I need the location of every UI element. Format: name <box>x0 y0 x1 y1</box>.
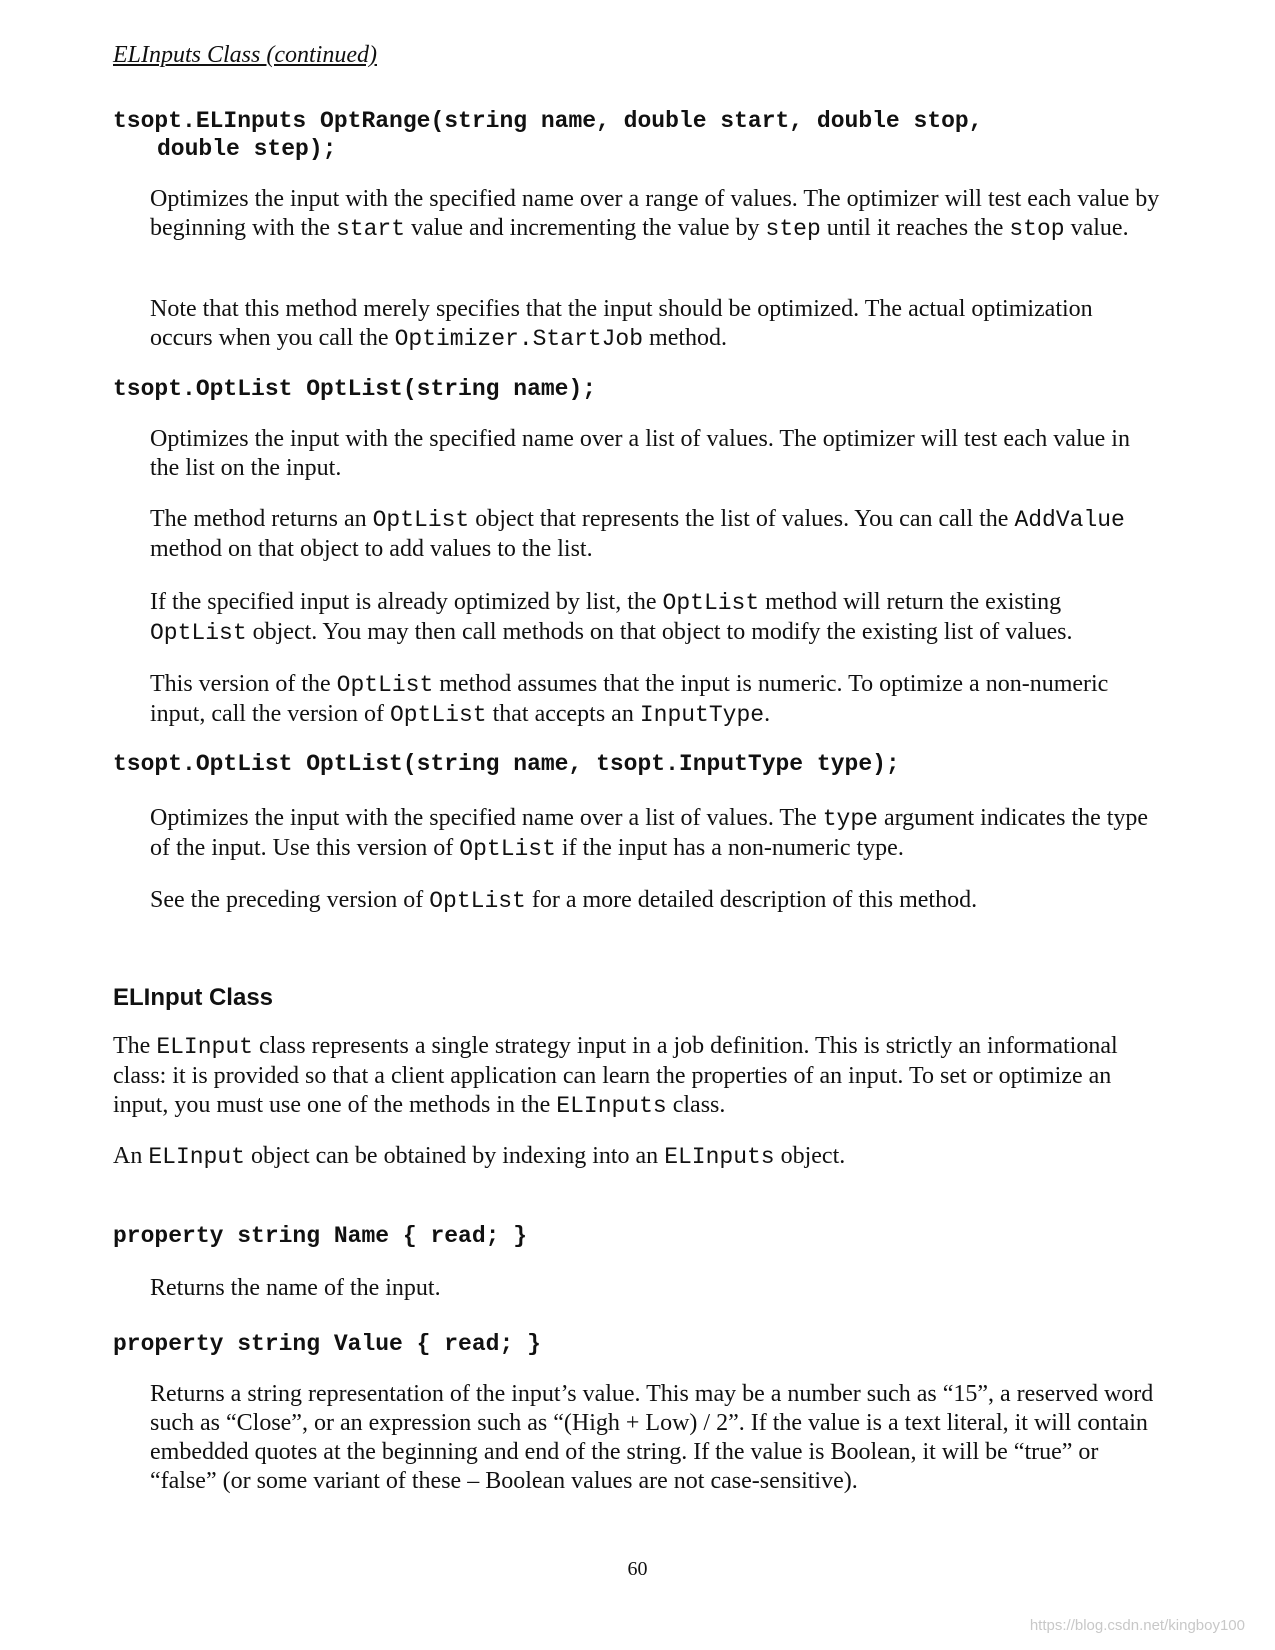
text-run: object. You may then call methods on that object to modify the existing list of values. <box>246 619 1073 645</box>
optlist-paragraph-2 <box>150 505 1160 564</box>
inline-code: ELInput <box>148 1144 245 1170</box>
text-run: that accepts an <box>486 701 640 727</box>
inline-code: type <box>822 806 878 832</box>
inline-code: ELInput <box>156 1034 253 1060</box>
inline-code: OptList <box>662 590 760 616</box>
text-run: method will return the existing <box>759 589 1062 615</box>
text-run: Optimizes the input with the specified name over a list of values. The <box>150 805 823 831</box>
text-run: object. <box>774 1143 846 1169</box>
inline-code: ELInputs <box>664 1144 775 1170</box>
inline-code: OptList <box>389 702 487 728</box>
inline-code: OptList <box>150 620 247 646</box>
inline-code: OptList <box>372 507 470 533</box>
text-run: If the specified input is already optimized by list, the <box>150 589 663 615</box>
name-property-signature: property string Name { read; } <box>113 1223 528 1249</box>
inline-code: InputType <box>639 702 765 728</box>
text-run: See the preceding version of <box>150 887 430 913</box>
text-run: method. <box>643 325 728 351</box>
name-property-description: Returns the name of the input. <box>150 1275 441 1301</box>
text-run: if the input has a non-numeric type. <box>555 835 904 861</box>
optlist-paragraph-3 <box>150 588 1160 648</box>
optlist-typed-paragraph-2 <box>150 886 1160 916</box>
text-run: object can be obtained by indexing into an <box>244 1143 665 1169</box>
inline-code: step <box>765 216 821 242</box>
text-run: for a more detailed description of this method. <box>525 887 978 913</box>
text-run: Note that this method merely specifies that the input should be optimized. The actual optimization occurs when you call the <box>150 296 1093 351</box>
inline-code: stop <box>1009 216 1065 242</box>
inline-code: OptList <box>459 836 556 862</box>
inline-code: start <box>335 216 405 242</box>
optlist-paragraph-1: Optimizes the input with the specified name over a list of values. The optimizer will test each value in the list on the input. <box>150 426 1130 481</box>
text-run: method on that object to add values to the list. <box>150 536 593 562</box>
watermark: https://blog.csdn.net/kingboy100 <box>1029 1617 1245 1634</box>
text-run: method assumes that the input is numeric. To optimize a non-numeric input, call the version of <box>150 671 1109 727</box>
text-run: An <box>113 1143 149 1169</box>
continued-header: ELInputs Class (continued) <box>113 42 377 68</box>
text-run: value. <box>1064 215 1129 241</box>
elinput-paragraph-1 <box>113 1032 1163 1121</box>
text-run: class. <box>666 1092 726 1118</box>
text-run: This version of the <box>150 671 337 697</box>
page-number: 60 <box>627 1558 648 1580</box>
inline-code: OptList <box>336 672 434 698</box>
text-run: class represents a single strategy input in a job definition. This is strictly an informational class: it is provided so that a client application can learn the properties of an input. To set or optimize an input, you must use one of the methods in the <box>113 1033 1118 1118</box>
elinput-paragraph-2 <box>113 1142 1163 1172</box>
inline-code: Optimizer.StartJob <box>394 326 644 352</box>
text-run: argument indicates the type of the input. Use this version of <box>150 805 1149 861</box>
elinput-class-heading: ELInput Class <box>113 984 274 1011</box>
text-run: until it reaches the <box>820 215 1010 241</box>
text-run: The <box>113 1033 157 1059</box>
text-run: . <box>764 701 771 727</box>
inline-code: OptList <box>429 888 526 914</box>
text-run: object that represents the list of values. You can call the <box>469 506 1015 532</box>
text-run: value and incrementing the value by <box>405 215 766 241</box>
optlist-signature: tsopt.OptList OptList(string name); <box>113 376 597 402</box>
optrange-signature-line1: tsopt.ELInputs OptRange(string name, double start, double stop, <box>113 108 983 134</box>
optrange-signature-line2: double step); <box>157 136 337 162</box>
inline-code: ELInputs <box>556 1093 667 1119</box>
inline-code: AddValue <box>1014 507 1125 533</box>
optrange-paragraph-2 <box>150 295 1160 354</box>
value-property-description: Returns a string representation of the input’s value. This may be a number such as “15”, a reserved word such as “Close”, or an expression such as “(High + Low) / 2”. If the value is a text literal, it will contain embedded quotes at the beginning and end of the string. If the value is Boolean, it will be “true” or “false” (or some variant of these – Boolean values are not case-sensitive). <box>150 1381 1154 1494</box>
optlist-typed-paragraph-1 <box>150 804 1160 864</box>
optrange-signature <box>113 107 983 163</box>
optlist-typed-signature: tsopt.OptList OptList(string name, tsopt.InputType type); <box>113 751 900 777</box>
value-property-signature: property string Value { read; } <box>113 1331 541 1357</box>
optlist-paragraph-4 <box>150 670 1160 730</box>
optrange-paragraph-1 <box>150 185 1160 244</box>
text-run: Optimizes the input with the specified name over a range of values. The optimizer will test each value by beginning with the <box>150 186 1160 241</box>
text-run: The method returns an <box>150 506 373 532</box>
